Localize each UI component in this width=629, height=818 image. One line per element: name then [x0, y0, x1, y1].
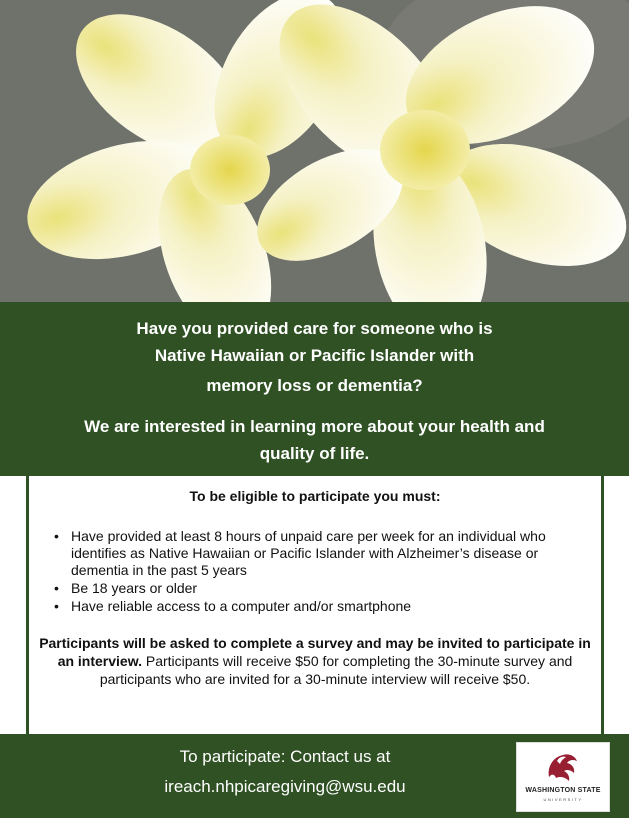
contact-email-link[interactable]: ireach.nhpicaregiving@wsu.edu	[164, 777, 406, 796]
wsu-cougar-logo-icon	[543, 747, 583, 785]
contact-footer	[0, 734, 629, 818]
criteria-text: Have reliable access to a computer and/or smartphone	[71, 598, 412, 614]
participation-bold-text: Participants will be asked to complete a survey and may be invited to participate in an interview.	[39, 635, 591, 669]
bullet-icon: •	[54, 528, 59, 544]
question-line-2: Native Hawaiian or Pacific Islander with	[154, 346, 475, 365]
plumeria-flowers-icon	[0, 0, 629, 302]
list-item	[51, 598, 581, 615]
question-line-1: Have you provided care for someone who is	[136, 319, 493, 338]
eligibility-panel	[26, 476, 604, 734]
eligibility-criteria-list	[51, 528, 581, 616]
list-item	[51, 528, 581, 579]
bullet-icon: •	[54, 598, 59, 614]
bullet-icon: •	[54, 580, 59, 596]
logo-wordmark: WASHINGTON STATE	[525, 787, 601, 794]
question-line-3: memory loss or dementia?	[206, 376, 423, 395]
hero-flower-photo	[0, 0, 629, 302]
eligibility-heading: To be eligible to participate you must:	[189, 488, 441, 504]
participation-compensation-text: Participants will receive $50 for completing the 30-minute survey and participants who are invited for a 30-minute interview will receive $50.	[99, 653, 573, 687]
criteria-text: Have provided at least 8 hours of unpaid care per week for an individual who identifies as Native Hawaiian or Pacific Islander with Alzheimer’s disease or dementia in the past 5 years	[71, 528, 546, 578]
logo-subtext: UNIVERSITY	[543, 797, 583, 802]
list-item	[51, 580, 581, 597]
interest-line-1: We are interested in learning more about your health and	[84, 417, 545, 436]
headline-banner	[0, 302, 629, 476]
contact-prompt: To participate: Contact us at	[179, 747, 391, 766]
interest-line-2: quality of life.	[259, 444, 370, 463]
criteria-text: Be 18 years or older	[71, 580, 198, 596]
wsu-logo	[516, 742, 610, 812]
participation-info	[37, 634, 593, 688]
